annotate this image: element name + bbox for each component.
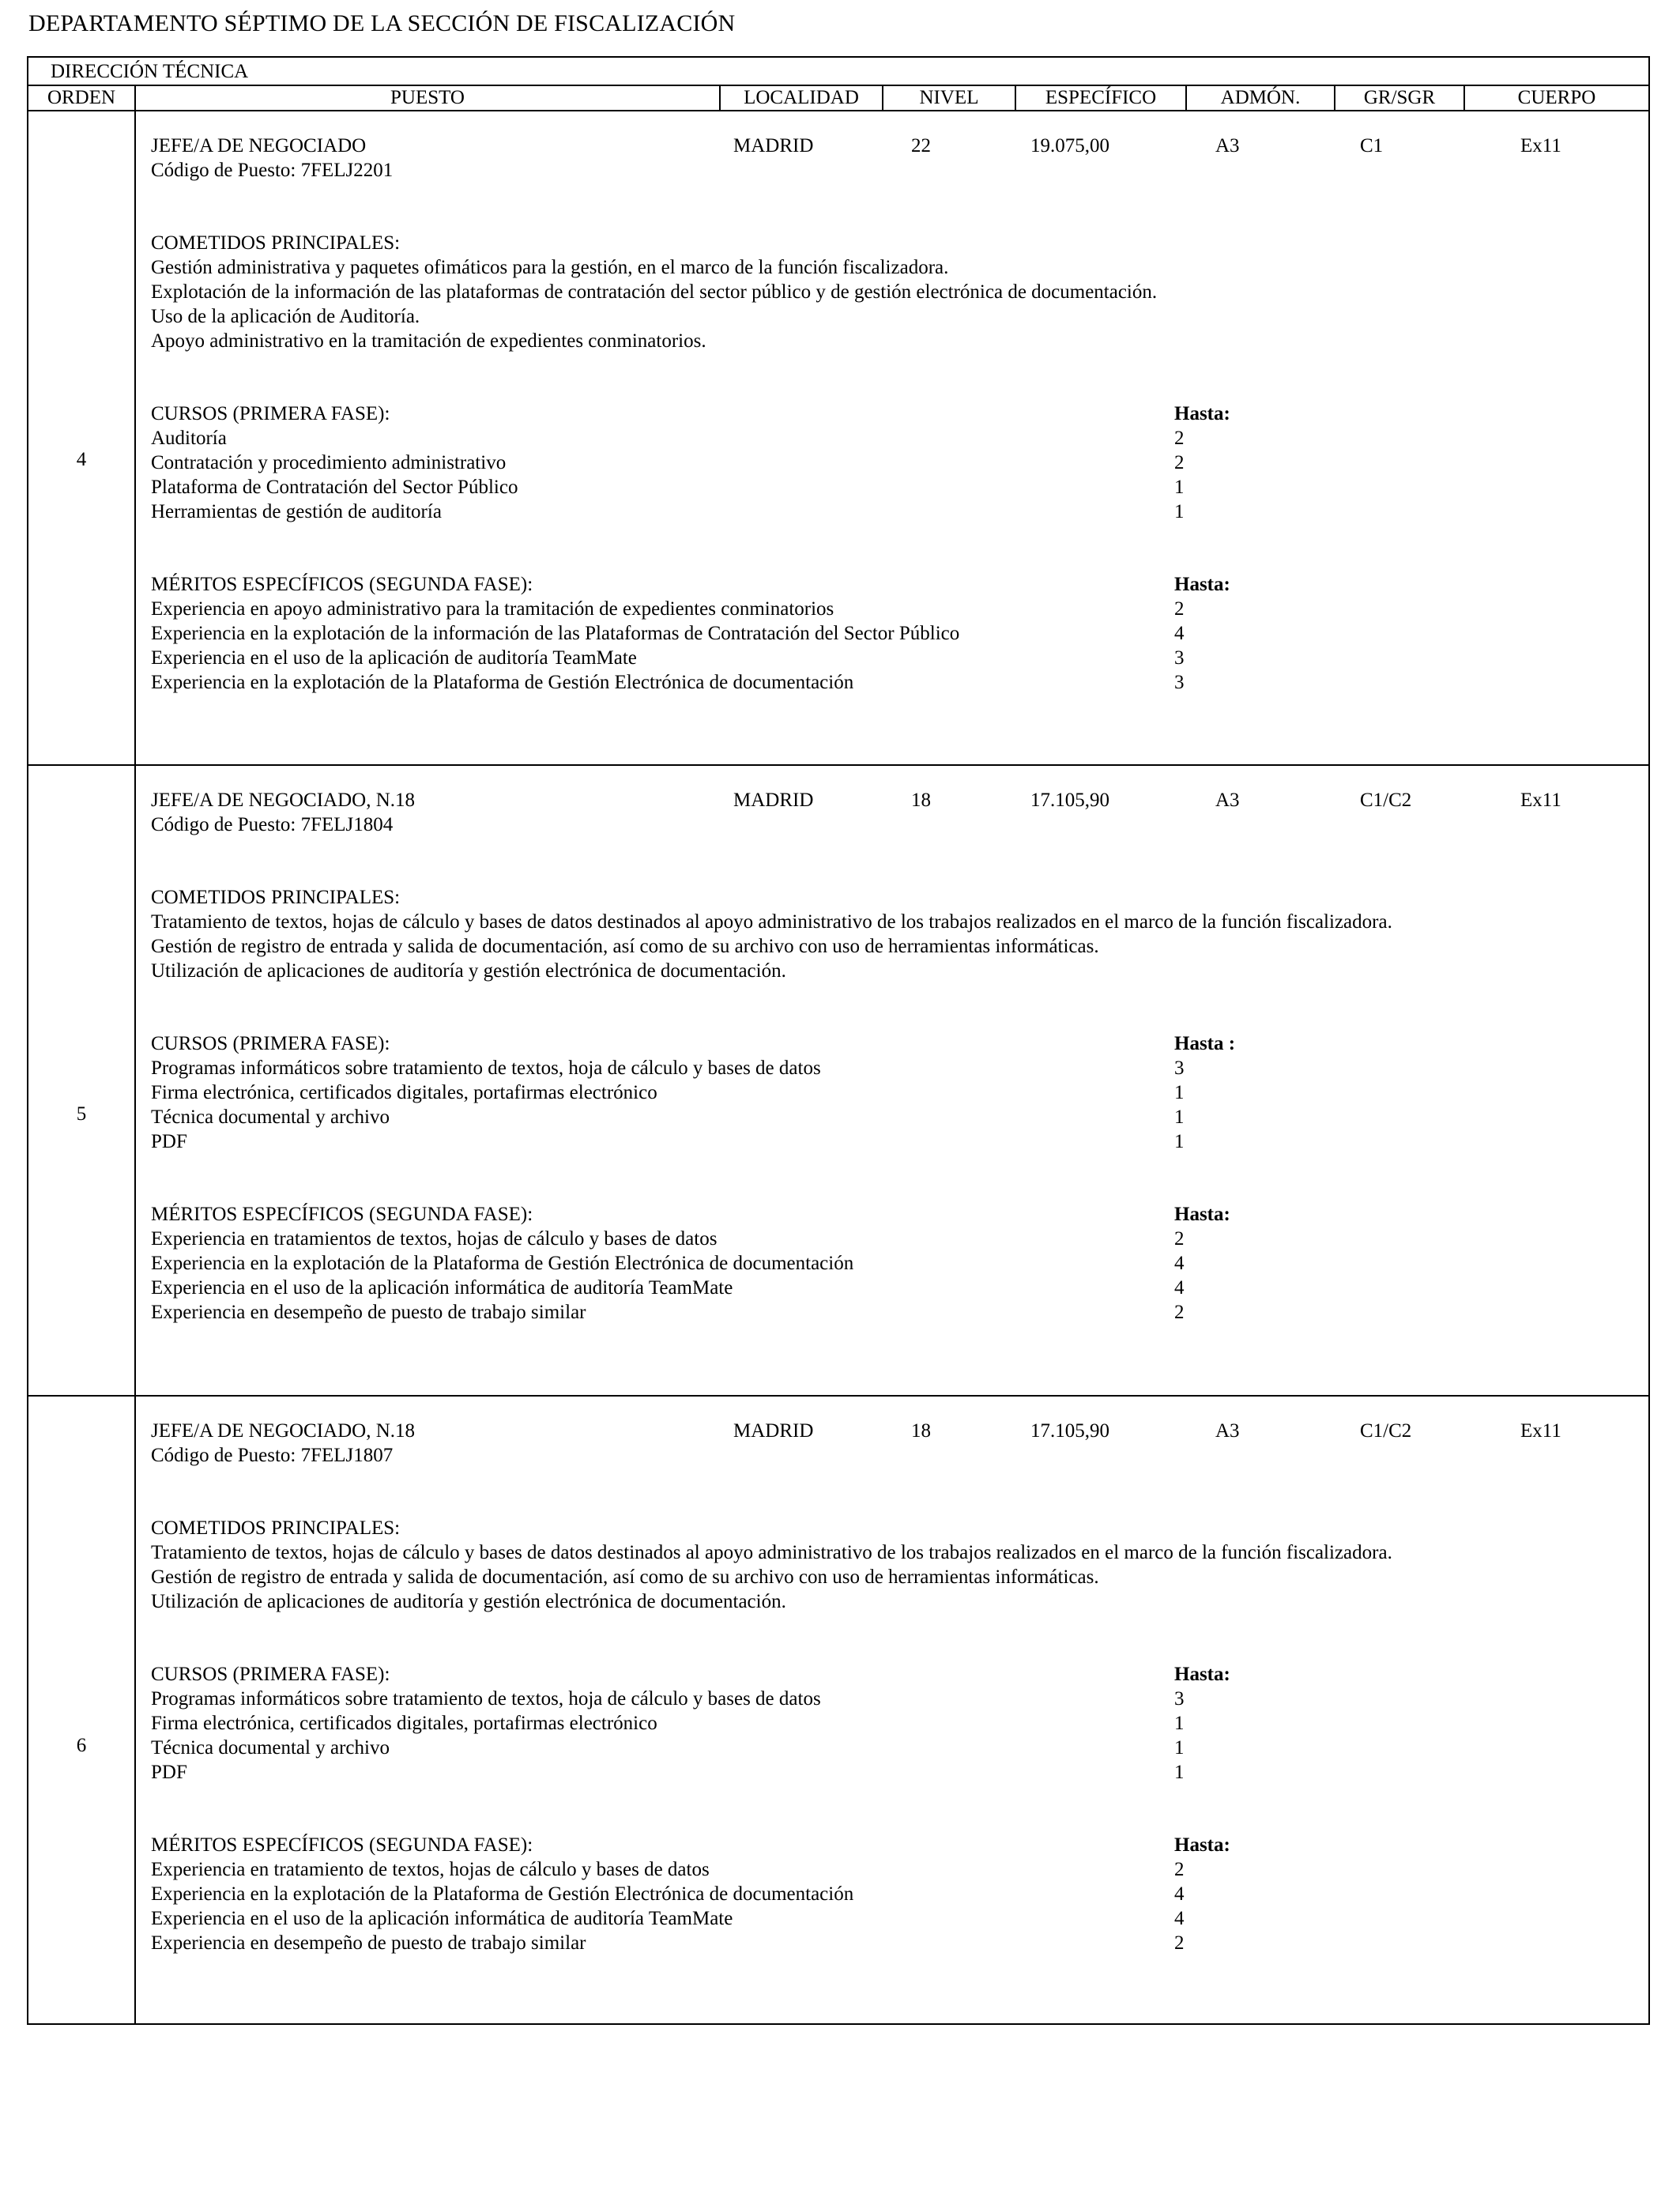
cursos-hasta: Hasta: (1174, 1664, 1230, 1685)
cursos-hasta: Hasta : (1174, 1033, 1236, 1054)
grsgr-value: C1 (1360, 135, 1384, 156)
merito-name: Experiencia en tratamiento de textos, hojas de cálculo y bases de datos (151, 1859, 710, 1880)
merito-points: 2 (1174, 598, 1185, 620)
curso-points: 1 (1174, 1737, 1185, 1759)
orden-divider (134, 111, 136, 2025)
orden-number: 4 (76, 449, 87, 470)
puesto-title: JEFE/A DE NEGOCIADO, N.18 (151, 1420, 416, 1442)
merito-name: Experiencia en desempeño de puesto de trabajo similar (151, 1302, 586, 1323)
curso-name: Firma electrónica, certificados digitales, portafirmas electrónico (151, 1082, 657, 1103)
page-title: DEPARTAMENTO SÉPTIMO DE LA SECCIÓN DE FISCALIZACIÓN (28, 10, 736, 36)
cursos-title: CURSOS (PRIMERA FASE): (151, 1033, 390, 1054)
curso-points: 1 (1174, 1762, 1185, 1783)
puesto-code: Código de Puesto: 7FELJ1804 (151, 814, 394, 835)
direction-label: DIRECCIÓN TÉCNICA (51, 61, 249, 82)
cometido-line: Utilización de aplicaciones de auditoría y gestión electrónica de documentación. (151, 960, 786, 982)
curso-name: Auditoría (151, 428, 227, 449)
meritos-title: MÉRITOS ESPECÍFICOS (SEGUNDA FASE): (151, 1204, 533, 1225)
row-separator (28, 764, 1648, 766)
curso-name: Programas informáticos sobre tratamiento de textos, hoja de cálculo y bases de datos (151, 1057, 821, 1079)
localidad-value: MADRID (733, 1420, 814, 1442)
header-grsgr: GR/SGR (1335, 86, 1465, 110)
cometido-line: Apoyo administrativo en la tramitación de expedientes conminatorios. (151, 330, 706, 352)
curso-points: 1 (1174, 1131, 1185, 1152)
cometido-line: Utilización de aplicaciones de auditoría y gestión electrónica de documentación. (151, 1591, 786, 1612)
cometido-line: Gestión administrativa y paquetes ofimáticos para la gestión, en el marco de la función fiscalizadora. (151, 257, 949, 278)
merito-name: Experiencia en tratamientos de textos, hojas de cálculo y bases de datos (151, 1228, 718, 1250)
admon-value: A3 (1215, 1420, 1240, 1442)
direction-row (28, 58, 1648, 85)
puesto-code: Código de Puesto: 7FELJ1807 (151, 1445, 394, 1466)
nivel-value: 18 (911, 790, 931, 811)
curso-points: 1 (1174, 1713, 1185, 1734)
curso-name: Herramientas de gestión de auditoría (151, 501, 442, 522)
cometido-line: Tratamiento de textos, hojas de cálculo y bases de datos destinados al apoyo administrativo de los trabajos realizados en el marco de la función fiscalizadora. (151, 911, 1392, 933)
merito-points: 2 (1174, 1228, 1185, 1250)
meritos-title: MÉRITOS ESPECÍFICOS (SEGUNDA FASE): (151, 1834, 533, 1856)
merito-name: Experiencia en el uso de la aplicación informática de auditoría TeamMate (151, 1277, 733, 1299)
especifico-value: 17.105,90 (1030, 790, 1109, 811)
curso-points: 1 (1174, 477, 1185, 498)
localidad-value: MADRID (733, 790, 814, 811)
especifico-value: 19.075,00 (1030, 135, 1109, 156)
curso-name: Programas informáticos sobre tratamiento de textos, hoja de cálculo y bases de datos (151, 1688, 821, 1710)
meritos-hasta: Hasta: (1174, 1204, 1230, 1225)
merito-points: 4 (1174, 1908, 1185, 1929)
merito-points: 2 (1174, 1932, 1185, 1954)
curso-points: 2 (1174, 428, 1185, 449)
merito-points: 2 (1174, 1302, 1185, 1323)
localidad-value: MADRID (733, 135, 814, 156)
header-cuerpo: CUERPO (1517, 87, 1596, 108)
merito-points: 3 (1174, 672, 1185, 693)
merito-name: Experiencia en desempeño de puesto de trabajo similar (151, 1932, 586, 1954)
cometidos-title: COMETIDOS PRINCIPALES: (151, 232, 401, 254)
admon-value: A3 (1215, 135, 1240, 156)
header-admon: ADMÓN. (1187, 86, 1335, 110)
curso-name: PDF (151, 1762, 187, 1783)
merito-name: Experiencia en la explotación de la Plataforma de Gestión Electrónica de documentación (151, 1883, 854, 1905)
curso-points: 3 (1174, 1688, 1185, 1710)
meritos-hasta: Hasta: (1174, 1834, 1230, 1856)
header-nivel: NIVEL (883, 86, 1016, 110)
curso-name: Técnica documental y archivo (151, 1106, 390, 1128)
cometido-line: Tratamiento de textos, hojas de cálculo y bases de datos destinados al apoyo administrativo de los trabajos realizados en el marco de la función fiscalizadora. (151, 1542, 1392, 1563)
curso-name: Plataforma de Contratación del Sector Público (151, 477, 518, 498)
curso-points: 1 (1174, 501, 1185, 522)
header-orden: ORDEN (28, 86, 136, 110)
curso-name: Contratación y procedimiento administrativo (151, 452, 507, 473)
curso-name: PDF (151, 1131, 187, 1152)
header-row (28, 85, 1648, 111)
header-especifico: ESPECÍFICO (1016, 86, 1187, 110)
cursos-hasta: Hasta: (1174, 403, 1230, 424)
grsgr-value: C1/C2 (1360, 1420, 1412, 1442)
merito-points: 3 (1174, 647, 1185, 669)
merito-name: Experiencia en la explotación de la Plataforma de Gestión Electrónica de documentación (151, 1253, 854, 1274)
cursos-title: CURSOS (PRIMERA FASE): (151, 403, 390, 424)
especifico-value: 17.105,90 (1030, 1420, 1109, 1442)
row-separator (28, 1395, 1648, 1397)
merito-name: Experiencia en la explotación de la información de las Plataformas de Contratación del Sector Público (151, 623, 960, 644)
curso-points: 2 (1174, 452, 1185, 473)
curso-points: 1 (1174, 1082, 1185, 1103)
merito-name: Experiencia en el uso de la aplicación informática de auditoría TeamMate (151, 1908, 733, 1929)
admon-value: A3 (1215, 790, 1240, 811)
cometido-line: Explotación de la información de las plataformas de contratación del sector público y de gestión electrónica de documentación. (151, 281, 1158, 303)
curso-points: 1 (1174, 1106, 1185, 1128)
cuerpo-value: Ex11 (1520, 135, 1561, 156)
merito-points: 4 (1174, 1277, 1185, 1299)
curso-points: 3 (1174, 1057, 1185, 1079)
merito-points: 4 (1174, 623, 1185, 644)
merito-points: 2 (1174, 1859, 1185, 1880)
positions-table (27, 56, 1650, 2025)
cuerpo-value: Ex11 (1520, 1420, 1561, 1442)
header-puesto: PUESTO (136, 86, 721, 110)
grsgr-value: C1/C2 (1360, 790, 1412, 811)
cursos-title: CURSOS (PRIMERA FASE): (151, 1664, 390, 1685)
orden-number: 6 (76, 1735, 87, 1756)
cometido-line: Uso de la aplicación de Auditoría. (151, 306, 420, 327)
puesto-title: JEFE/A DE NEGOCIADO (151, 135, 367, 156)
header-localidad: LOCALIDAD (721, 86, 883, 110)
cometido-line: Gestión de registro de entrada y salida de documentación, así como de su archivo con uso de herramientas informáticas. (151, 936, 1099, 957)
merito-name: Experiencia en la explotación de la Plataforma de Gestión Electrónica de documentación (151, 672, 854, 693)
puesto-title: JEFE/A DE NEGOCIADO, N.18 (151, 790, 416, 811)
cometidos-title: COMETIDOS PRINCIPALES: (151, 1517, 401, 1539)
cometidos-title: COMETIDOS PRINCIPALES: (151, 887, 401, 908)
cometido-line: Gestión de registro de entrada y salida de documentación, así como de su archivo con uso de herramientas informáticas. (151, 1566, 1099, 1588)
merito-name: Experiencia en el uso de la aplicación de auditoría TeamMate (151, 647, 637, 669)
curso-name: Firma electrónica, certificados digitales, portafirmas electrónico (151, 1713, 657, 1734)
nivel-value: 18 (911, 1420, 931, 1442)
orden-number: 5 (76, 1103, 87, 1125)
cuerpo-value: Ex11 (1520, 790, 1561, 811)
merito-name: Experiencia en apoyo administrativo para la tramitación de expedientes conminatorios (151, 598, 834, 620)
merito-points: 4 (1174, 1253, 1185, 1274)
meritos-title: MÉRITOS ESPECÍFICOS (SEGUNDA FASE): (151, 574, 533, 595)
merito-points: 4 (1174, 1883, 1185, 1905)
puesto-code: Código de Puesto: 7FELJ2201 (151, 160, 394, 181)
meritos-hasta: Hasta: (1174, 574, 1230, 595)
nivel-value: 22 (911, 135, 931, 156)
curso-name: Técnica documental y archivo (151, 1737, 390, 1759)
